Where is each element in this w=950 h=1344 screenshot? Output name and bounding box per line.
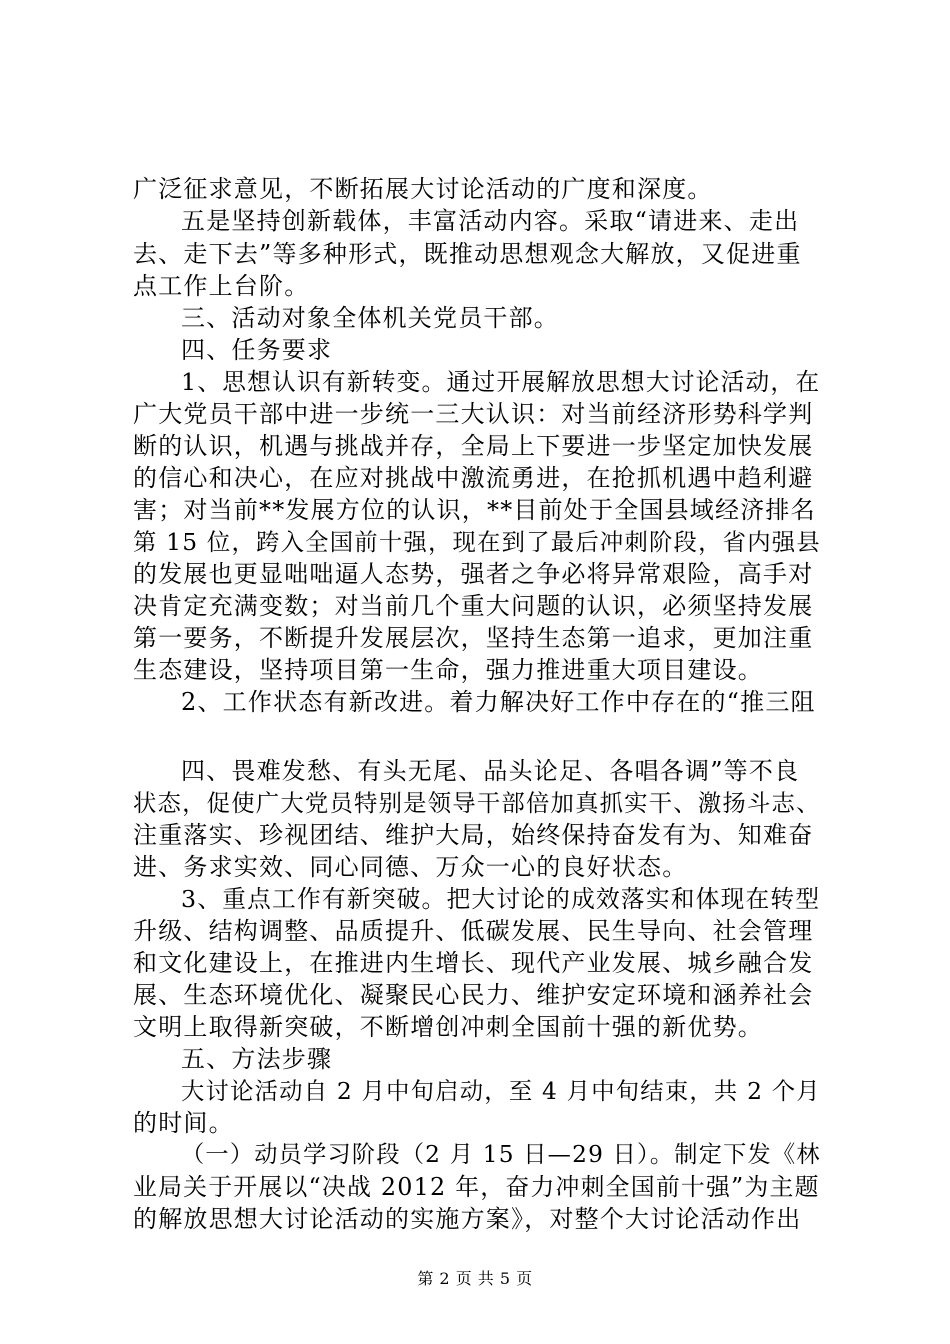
text-line: 1、思想认识有新转变。通过开展解放思想大讨论活动，在 [181,368,821,396]
text-line: 断的认识，机遇与挑战并存，全局上下要进一步坚定加快发展 [133,432,814,460]
text-line: 进、务求实效、同心同德、万众一心的良好状态。 [133,853,688,881]
text-line: 五、方法步骤 [181,1045,333,1073]
text-line: 去、走下去”等多种形式，既推动思想观念大解放，又促进重 [133,240,802,268]
text-line: 文明上取得新突破，不断增创冲刺全国前十强的新优势。 [133,1013,763,1041]
text-line: 点工作上台阶。 [133,272,310,300]
text-line: 广大党员干部中进一步统一三大认识：对当前经济形势科学判 [133,400,814,428]
page-number-footer: 第 2 页 共 5 页 [417,1269,533,1288]
text-line: 的解放思想大讨论活动的实施方案》，对整个大讨论活动作出 [133,1205,802,1233]
text-line: 展、生态环境优化、凝聚民心民力、维护安定环境和涵养社会 [133,981,814,1009]
text-line: 业局关于开展以“决战 2012 年，奋力冲刺全国前十强”为主题 [133,1173,820,1201]
text-line: 四、畏难发愁、有头无尾、品头论足、各唱各调”等不良 [181,757,800,785]
text-line: 害；对当前**发展方位的认识，**目前处于全国县域经济排名 [133,496,816,524]
text-line: （一）动员学习阶段（2 月 15 日—29 日）。制定下发《林 [181,1141,821,1168]
text-line: 四、任务要求 [181,336,333,364]
text-line: 的信心和决心，在应对挑战中激流勇进，在抢抓机遇中趋利避 [133,464,814,492]
text-line: 第 15 位，跨入全国前十强，现在到了最后冲刺阶段，省内强县 [133,528,821,556]
text-line: 3、重点工作有新突破。把大讨论的成效落实和体现在转型 [181,885,821,913]
text-line: 五是坚持创新载体，丰富活动内容。采取“请进来、走出 [181,207,800,235]
text-line: 的发展也更显咄咄逼人态势，强者之争必将异常艰险，高手对 [133,560,814,588]
text-line: 第一要务，不断提升发展层次，坚持生态第一追求，更加注重 [133,624,814,652]
text-line: 广泛征求意见，不断拓展大讨论活动的广度和深度。 [133,175,713,203]
text-line: 生态建设，坚持项目第一生命，强力推进重大项目建设。 [133,656,763,684]
text-line: 注重落实、珍视团结、维护大局，始终保持奋发有为、知难奋 [133,821,814,849]
text-line: 和文化建设上，在推进内生增长、现代产业发展、城乡融合发 [133,949,814,977]
text-line: 三、活动对象全体机关党员干部。 [181,304,559,332]
text-line: 大讨论活动自 2 月中旬启动，至 4 月中旬结束，共 2 个月 [181,1077,821,1105]
text-line: 决肯定充满变数；对当前几个重大问题的认识，必须坚持发展 [133,592,814,620]
text-line: 升级、结构调整、品质提升、低碳发展、民生导向、社会管理 [133,917,814,945]
text-line: 2、工作状态有新改进。着力解决好工作中存在的“推三阻 [181,688,816,716]
text-line: 的时间。 [133,1109,234,1137]
text-line: 状态，促使广大党员特别是领导干部倍加真抓实干、激扬斗志、 [133,789,821,817]
